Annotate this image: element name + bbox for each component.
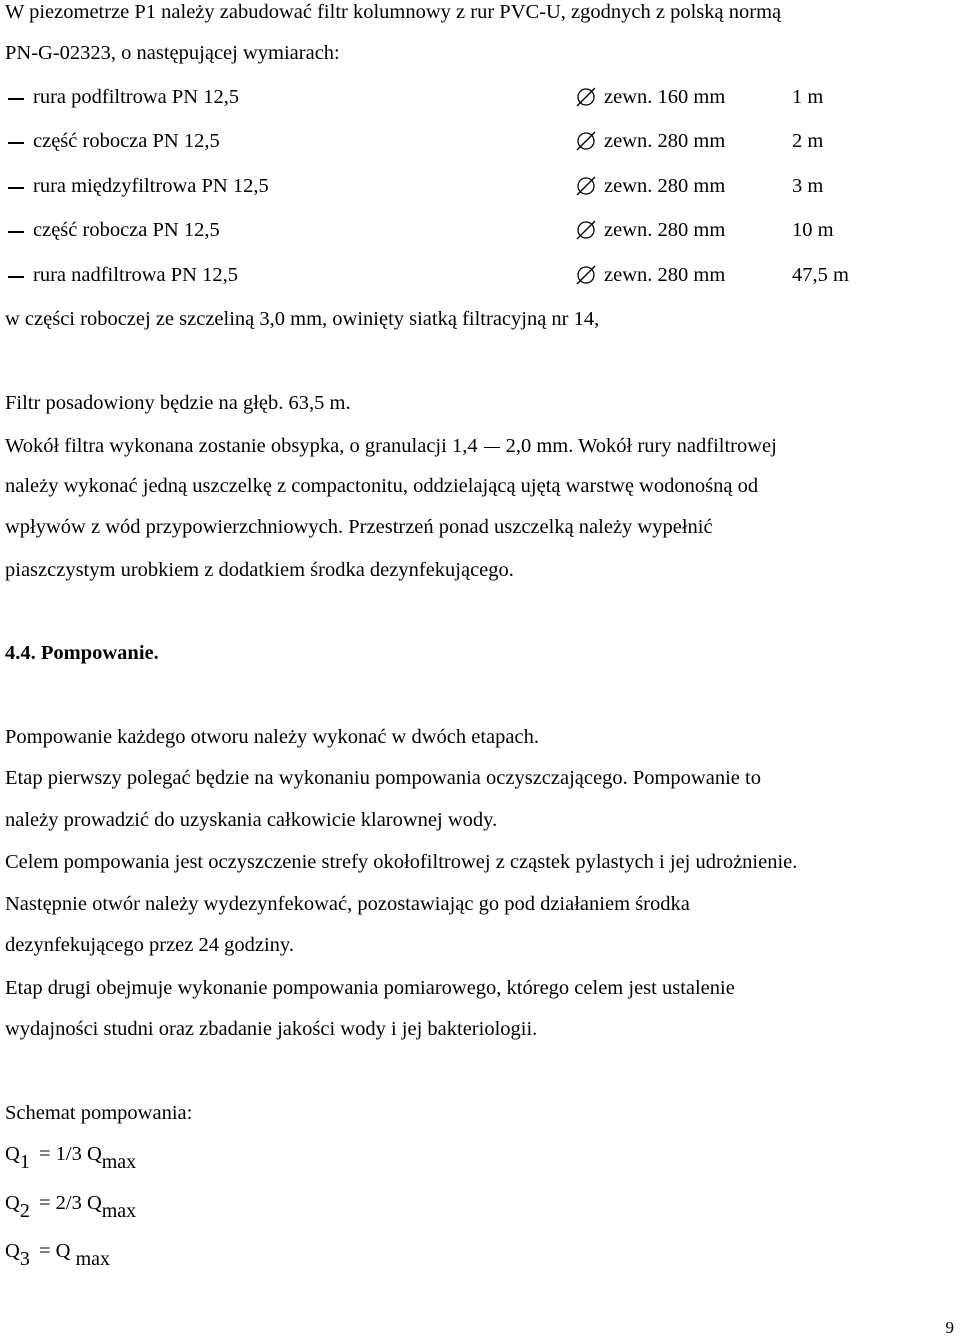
pumping-p1: Pompowanie każdego otworu należy wykonać w dwóch etapach.: [5, 726, 539, 748]
pumping-p5b: wydajności studni oraz zbadanie jakości wody i jej bakteriologii.: [5, 1018, 538, 1040]
filter-note: w części roboczej ze szczeliną 3,0 mm, owinięty siatką filtracyjną nr 14,: [5, 308, 600, 330]
filter-row: [0, 264, 960, 288]
pumping-p4b: dezynfekującego przez 24 godziny.: [5, 934, 294, 956]
dash-bullet: [8, 276, 24, 278]
pumping-p2b: należy prowadzić do uzyskania całkowicie klarownej wody.: [5, 809, 498, 831]
filter-row-dim: zewn. 280 mm: [604, 264, 726, 286]
intro-line-2: PN-G-02323, o następującej wymiarach:: [5, 42, 340, 64]
q-symbol: Q: [5, 1192, 20, 1214]
section-heading: 4.4. Pompowanie.: [5, 642, 159, 664]
filter-row-length: 47,5 m: [792, 264, 849, 286]
q-equation: = 1/3 Q: [38, 1143, 102, 1165]
gravel-line-1b: 2,0 mm. Wokół rury nadfiltrowej: [505, 435, 777, 457]
filter-row-name: rura międzyfiltrowa PN 12,5: [33, 175, 269, 197]
filter-row: [0, 175, 960, 199]
page-number: 9: [945, 1318, 954, 1337]
filter-row-name: część robocza PN 12,5: [33, 219, 220, 241]
q-max-subscript: max: [101, 1200, 137, 1222]
filter-row-name: część robocza PN 12,5: [33, 130, 220, 152]
diameter-icon: [576, 87, 596, 113]
filter-row: [0, 219, 960, 243]
q-max-subscript: max: [101, 1151, 137, 1173]
gravel-line-1a: Wokół filtra wykonana zostanie obsypka, o granulacji 1,4: [5, 435, 478, 457]
dash-bullet: [8, 98, 24, 100]
diameter-icon: [576, 220, 596, 246]
filter-row-name: rura nadfiltrowa PN 12,5: [33, 264, 238, 286]
range-dash: [484, 447, 500, 449]
dash-bullet: [8, 231, 24, 233]
schema-item-q2: [5, 1192, 137, 1222]
q-equation: = 2/3 Q: [38, 1192, 102, 1214]
filter-row: [0, 86, 960, 110]
dash-bullet: [8, 187, 24, 189]
gravel-line-1: [5, 436, 955, 457]
q-subscript: 3: [19, 1248, 30, 1270]
dash-bullet: [8, 142, 24, 144]
filter-row-dim: zewn. 280 mm: [604, 130, 726, 152]
filter-row-length: 1 m: [792, 86, 824, 108]
pumping-p2a: Etap pierwszy polegać będzie na wykonaniu pompowania oczyszczającego. Pompowanie to: [5, 767, 761, 789]
pumping-p5a: Etap drugi obejmuje wykonanie pompowania pomiarowego, którego celem jest ustalenie: [5, 977, 735, 999]
diameter-icon: [576, 265, 596, 291]
schema-item-q1: [5, 1143, 137, 1173]
filter-row: [0, 130, 960, 154]
schema-title: Schemat pompowania:: [5, 1102, 193, 1124]
q-subscript: 2: [19, 1200, 30, 1222]
filter-row-name: rura podfiltrowa PN 12,5: [33, 86, 240, 108]
filter-row-length: 10 m: [792, 219, 834, 241]
diameter-icon: [576, 176, 596, 202]
gravel-line-3: wpływów z wód przypowierzchniowych. Przestrzeń ponad uszczelką należy wypełnić: [5, 516, 713, 538]
gravel-line-4: piaszczystym urobkiem z dodatkiem środka dezynfekującego.: [5, 559, 514, 581]
placement-text: Filtr posadowiony będzie na głęb. 63,5 m.: [5, 392, 351, 414]
diameter-icon: [576, 131, 596, 157]
q-max-subscript: max: [75, 1248, 110, 1270]
q-symbol: Q: [5, 1240, 20, 1262]
filter-row-length: 3 m: [792, 175, 824, 197]
intro-line-1: W piezometrze P1 należy zabudować filtr kolumnowy z rur PVC-U, zgodnych z polską normą: [5, 1, 782, 23]
filter-row-dim: zewn. 280 mm: [604, 175, 726, 197]
q-equation: = Q: [38, 1240, 76, 1262]
q-symbol: Q: [5, 1143, 20, 1165]
pumping-p3: Celem pompowania jest oczyszczenie strefy okołofiltrowej z cząstek pylastych i jej udrożnienie.: [5, 851, 798, 873]
filter-row-dim: zewn. 280 mm: [604, 219, 726, 241]
schema-item-q3: [5, 1240, 110, 1270]
filter-row-dim: zewn. 160 mm: [604, 86, 726, 108]
q-subscript: 1: [19, 1151, 30, 1173]
filter-row-length: 2 m: [792, 130, 824, 152]
pumping-p4a: Następnie otwór należy wydezynfekować, pozostawiając go pod działaniem środka: [5, 893, 690, 915]
gravel-line-2: należy wykonać jedną uszczelkę z compactonitu, oddzielającą ujętą warstwę wodonośną od: [5, 475, 759, 497]
